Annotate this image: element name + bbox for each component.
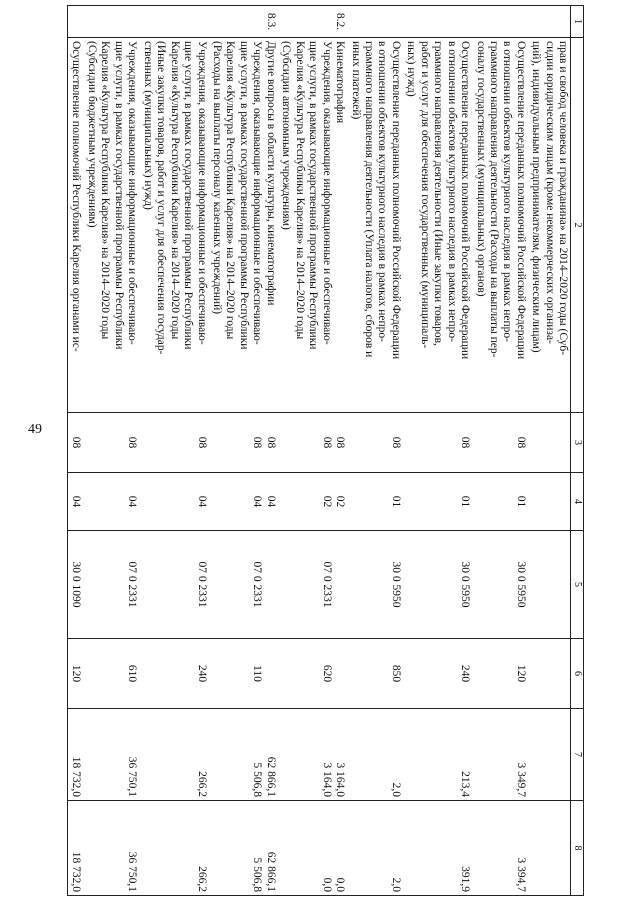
section-code-value: 08 [514, 436, 527, 449]
target-item-cell [83, 531, 139, 639]
section-code-cell [403, 413, 472, 473]
amount-2016-value: 2,0 [389, 782, 402, 797]
amount-2017-value: 0,0 [320, 877, 333, 892]
item-name-line: (Иные закупки товаров, работ и услуг для обеспечения государ- [155, 41, 168, 355]
section-code-value: 08 [195, 436, 208, 449]
expense-type-cell [83, 639, 139, 709]
item-name-line: щие услуги, в рамках государственной программы Республики [182, 41, 195, 350]
amount-2017-value: 391,9 [459, 866, 472, 892]
section-code-cell [472, 413, 528, 473]
amount-2016-cell [139, 709, 208, 801]
column-header: 7 [571, 709, 584, 801]
target-item-cell [347, 531, 403, 639]
item-name-line: (Субсидии бюджетным учреждениям) [85, 41, 98, 228]
item-name-line: Осуществление переданных полномочий Российской Федерации [459, 41, 472, 360]
page-number: 49 [28, 422, 42, 437]
item-name-cell [209, 38, 278, 413]
amount-2017-value: 3 394,7 [514, 857, 527, 892]
amount-2017-cell [278, 801, 347, 896]
subsection-code-cell [347, 473, 403, 531]
amount-2016-cell [472, 709, 528, 801]
row-number: 8.3. [264, 12, 277, 31]
expense-type-cell [139, 639, 208, 709]
item-name-line: (Субсидии автономным учреждениям) [280, 41, 293, 230]
amount-2017-value: 2,0 [389, 877, 402, 892]
item-name-line: ственных (муниципальных) нужд) [141, 41, 154, 210]
target-item-value: 07 0 2331 [126, 561, 139, 608]
amount-2017-cell [403, 801, 472, 896]
column-header: 4 [571, 473, 584, 531]
item-name-line: ций), индивидуальным предпринимателям, физическим лицам) [530, 41, 543, 353]
subsection-code-cell [472, 473, 528, 531]
table-row [347, 6, 403, 896]
item-name-line: Кинематография [334, 41, 347, 124]
item-name-line: (Расходы на выплаты персоналу казенных учреждений) [210, 41, 223, 315]
row-number-cell [68, 6, 84, 38]
row-number [458, 9, 471, 34]
target-item-cell [472, 531, 528, 639]
subsection-code-cell [209, 473, 278, 531]
row-number [125, 9, 138, 34]
item-name-cell [347, 38, 403, 413]
amount-2016-cell [209, 709, 278, 801]
table-row [403, 6, 472, 896]
subsection-code-value: 04 [70, 495, 83, 508]
amount-2016-cell [528, 709, 571, 801]
amount-2016-cell [83, 709, 139, 801]
column-header: 5 [571, 531, 584, 639]
amount-2016-value: 62 866,1 [264, 756, 277, 797]
subsection-code-cell [528, 473, 571, 531]
section-code-value: 08 [126, 436, 139, 449]
expense-type-value: 240 [459, 664, 472, 683]
amount-2017-cell [528, 801, 571, 896]
row-number-cell [278, 6, 347, 38]
subsection-code-value: 02 [320, 495, 333, 508]
column-header: 2 [571, 38, 584, 413]
amount-2017-cell [83, 801, 139, 896]
amount-2016-cell [347, 709, 403, 801]
expense-type-cell [472, 639, 528, 709]
target-item-value [333, 534, 346, 635]
amount-2016-cell [278, 709, 347, 801]
item-name-line: Карелия «Культура Республики Карелия» на 2014–2020 годы [293, 41, 306, 340]
section-code-cell [139, 413, 208, 473]
amount-2016-value: 36 750,1 [126, 756, 139, 797]
section-code-cell [83, 413, 139, 473]
target-item-cell [68, 531, 84, 639]
expense-type-value: 610 [126, 664, 139, 683]
item-name-cell [68, 38, 84, 413]
item-name-line: щие услуги, в рамках государственной программы Республики [237, 41, 250, 350]
column-header: 1 [571, 6, 584, 38]
expense-type-cell [403, 639, 472, 709]
subsection-code-value: 01 [459, 495, 472, 508]
table-row [83, 6, 139, 896]
amount-2017-cell [472, 801, 528, 896]
amount-2016-value: 266,2 [195, 771, 208, 797]
amount-2017-value: 62 866,1 [264, 851, 277, 892]
item-name-line: в отношении объектов культурного наследия в рамках непро- [376, 41, 389, 342]
row-number [194, 9, 207, 34]
amount-2016-value: 5 506,8 [251, 762, 264, 797]
table-row [209, 6, 278, 896]
section-code-value: 08 [459, 436, 472, 449]
subsection-code-value: 04 [195, 495, 208, 508]
amount-2017-value: 5 506,8 [251, 857, 264, 892]
row-number-cell [83, 6, 139, 38]
expense-type-cell [68, 639, 84, 709]
item-name-line: граммного направления деятельности (Уплата налогов, сборов и [362, 41, 375, 358]
target-item-cell [528, 531, 571, 639]
subsection-code-cell [83, 473, 139, 531]
row-number-cell [528, 6, 571, 38]
target-item-value: 07 0 2331 [251, 561, 264, 608]
item-name-line: Карелия «Культура Республики Карелия» на 2014–2020 годы [168, 41, 181, 340]
row-number-cell [472, 6, 528, 38]
amount-2016-value: 213,4 [459, 771, 472, 797]
target-item-cell [278, 531, 347, 639]
amount-2016-value: 3 164,0 [320, 762, 333, 797]
item-name-line: Учреждения, оказывающие информационные и обеспечиваю- [320, 41, 333, 345]
table-row [68, 6, 84, 896]
target-item-value: 30 0 1090 [70, 561, 83, 608]
item-name-line: ных) нужд) [405, 41, 418, 97]
item-name-cell [83, 38, 139, 413]
amount-2017-value: 36 750,1 [126, 851, 139, 892]
expense-type-value: 120 [70, 664, 83, 683]
subsection-code-value: 04 [126, 495, 139, 508]
expense-type-cell [347, 639, 403, 709]
expense-type-value: 240 [195, 664, 208, 683]
item-name-line: Учреждения, оказывающие информационные и обеспечиваю- [251, 41, 264, 345]
expense-type-cell [528, 639, 571, 709]
item-name-line: граммного направления деятельности (Иные закупки товаров, [432, 41, 445, 346]
expense-type-cell [278, 639, 347, 709]
item-name-line: работ и услуг для обеспечения государственных (муниципаль- [418, 41, 431, 349]
item-name-cell [139, 38, 208, 413]
item-name-line: Карелия «Культура Республики Карелия» на 2014–2020 годы [224, 41, 237, 340]
section-code-value: 08 [70, 436, 83, 449]
section-code-value: 08 [334, 436, 347, 449]
item-name-line: сидии юридическим лицам (кроме некоммерческих организа- [543, 41, 556, 344]
section-code-value: 08 [251, 436, 264, 449]
table-row [472, 6, 528, 896]
target-item-value: 07 0 2331 [195, 561, 208, 608]
row-number [69, 9, 82, 34]
column-header: 6 [571, 639, 584, 709]
item-name-line: Другие вопросы в области культуры, кинематографии [264, 41, 277, 306]
subsection-code-cell [68, 473, 84, 531]
item-name-line: соналу государственных (муниципальных) органов) [474, 41, 487, 297]
subsection-code-value: 01 [389, 495, 402, 508]
amount-2017-cell [209, 801, 278, 896]
row-number [514, 9, 527, 34]
item-name-line: в отношении объектов культурного наследия в рамках непро- [445, 41, 458, 342]
expense-type-value [333, 642, 346, 705]
amount-2017-value: 0,0 [334, 877, 347, 892]
section-code-cell [68, 413, 84, 473]
target-item-value: 30 0 5950 [389, 561, 402, 608]
column-header: 3 [571, 413, 584, 473]
item-name-line: иных платежей) [349, 41, 362, 120]
amount-2017-cell [139, 801, 208, 896]
target-item-cell [209, 531, 278, 639]
subsection-code-cell [278, 473, 347, 531]
amount-2016-value: 3 164,0 [334, 762, 347, 797]
amount-2016-value: 18 732,0 [70, 756, 83, 797]
row-number-cell [139, 6, 208, 38]
section-code-cell [209, 413, 278, 473]
subsection-code-cell [139, 473, 208, 531]
table-row [139, 6, 208, 896]
section-code-cell [347, 413, 403, 473]
item-name-cell [278, 38, 347, 413]
subsection-code-value: 04 [264, 495, 277, 508]
table-row [528, 6, 571, 896]
amount-2016-cell [403, 709, 472, 801]
section-code-value: 08 [264, 436, 277, 449]
amount-2017-cell [347, 801, 403, 896]
section-code-cell [528, 413, 571, 473]
table-row [278, 6, 347, 896]
section-code-value: 08 [320, 436, 333, 449]
subsection-code-cell [403, 473, 472, 531]
row-number-cell [403, 6, 472, 38]
column-header: 8 [571, 801, 584, 896]
row-number-cell [347, 6, 403, 38]
item-name-line: в отношении объектов культурного наследия в рамках непро- [501, 41, 514, 342]
target-item-value: 30 0 5950 [459, 561, 472, 608]
row-number-cell [209, 6, 278, 38]
row-number: 8.2. [334, 12, 347, 31]
item-name-line: щие услуги, в рамках государственной программы Республики [112, 41, 125, 350]
subsection-code-value: 02 [334, 495, 347, 508]
item-name-line: прав и свобод человека и гражданина» на 2014–2020 годы (Суб- [557, 41, 570, 356]
target-item-value: 07 0 2331 [320, 561, 333, 608]
amount-2017-value: 18 732,0 [70, 851, 83, 892]
amount-2017-value: 266,2 [195, 866, 208, 892]
expense-type-value: 120 [514, 664, 527, 683]
budget-table [67, 5, 584, 896]
item-name-line: Осуществление полномочий Республики Карелия органами ис- [70, 41, 83, 352]
section-code-cell [278, 413, 347, 473]
row-number [388, 9, 401, 34]
item-name-cell [528, 38, 571, 413]
item-name-line: Учреждения, оказывающие информационные и обеспечиваю- [126, 41, 139, 345]
item-name-cell [403, 38, 472, 413]
column-number-header [571, 6, 584, 896]
item-name-line: Осуществление переданных полномочий Российской Федерации [514, 41, 527, 360]
subsection-code-value: 04 [251, 495, 264, 508]
target-item-cell [403, 531, 472, 639]
section-code-value: 08 [389, 436, 402, 449]
expense-type-value [263, 642, 276, 705]
target-item-value [263, 534, 276, 635]
amount-2016-value: 3 349,7 [514, 762, 527, 797]
expense-type-cell [209, 639, 278, 709]
target-item-cell [139, 531, 208, 639]
subsection-code-value: 01 [514, 495, 527, 508]
amount-2017-cell [68, 801, 84, 896]
amount-2016-cell [68, 709, 84, 801]
item-name-line: щие услуги, в рамках государственной программы Республики [307, 41, 320, 350]
item-name-line: Карелия «Культура Республики Карелия» на 2014–2020 годы [99, 41, 112, 340]
row-number [556, 9, 569, 34]
item-name-line: Осуществление переданных полномочий Российской Федерации [389, 41, 402, 360]
item-name-line: Учреждения, оказывающие информационные и обеспечиваю- [195, 41, 208, 345]
expense-type-value: 620 [320, 664, 333, 683]
target-item-value: 30 0 5950 [514, 561, 527, 608]
item-name-line: граммного направления деятельности (Расходы на выплаты пер- [488, 41, 501, 358]
expense-type-value: 110 [251, 665, 264, 682]
item-name-cell [472, 38, 528, 413]
expense-type-value: 850 [389, 664, 402, 683]
